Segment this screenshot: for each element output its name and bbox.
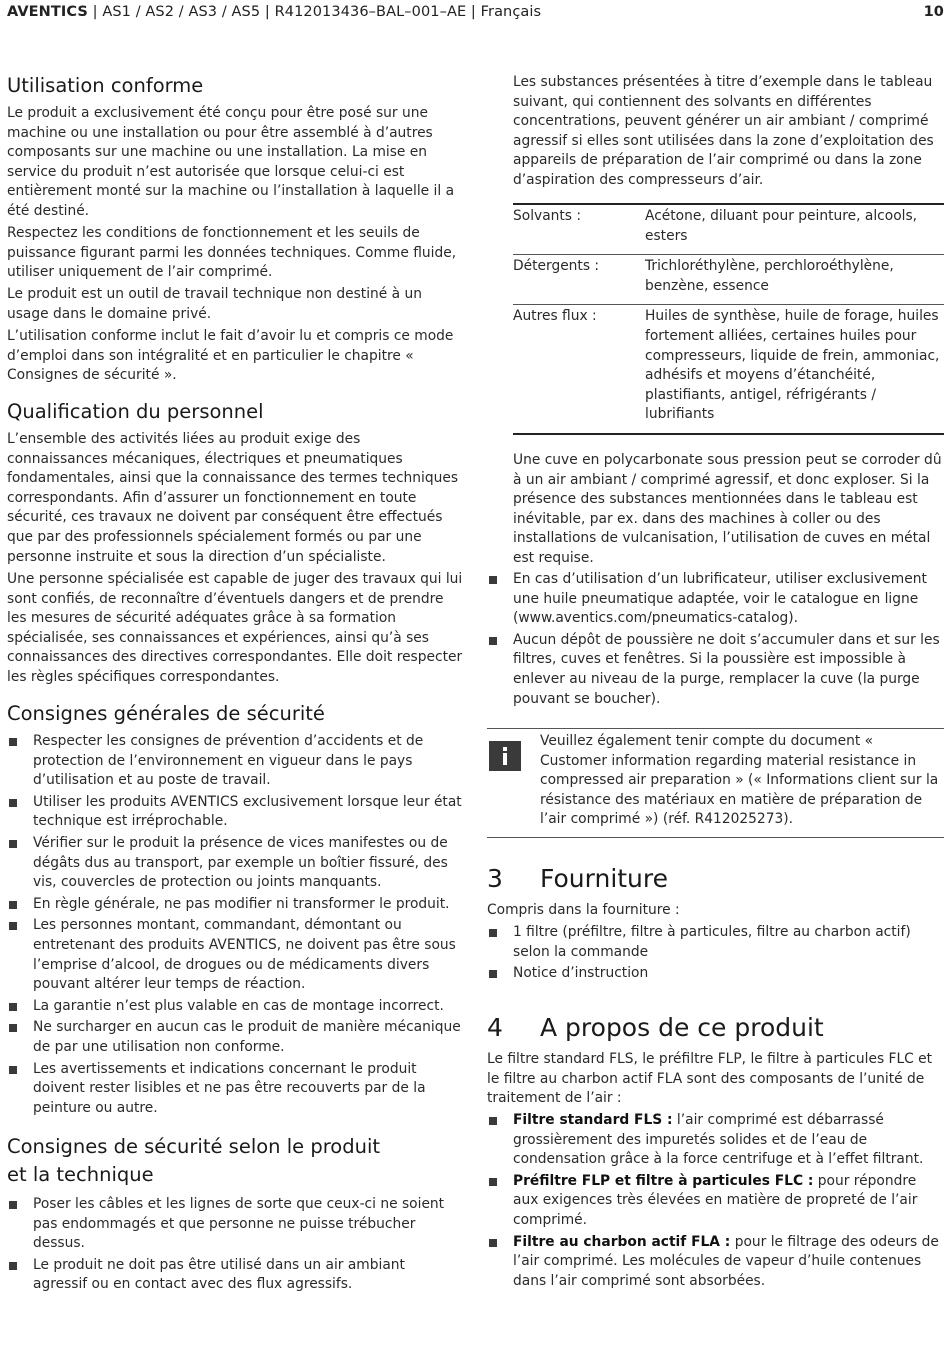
paragraph: Les substances présentées à titre d’exemple dans le tableau suivant, qui contiennent des solvants en différentes concentrations, peuvent générer un air ambiant / comprimé agressif si elles sont utilisées dans la zone d’exploitation des appareils de préparation de l’air comprimé ou dans la zone d’aspiration des compresseurs d’air. [513, 74, 934, 188]
list-item: En règle générale, ne pas modifier ni transformer le produit. [7, 895, 463, 915]
list-item: 1 filtre (préfiltre, filtre à particules, filtre au charbon actif) selon la commande [487, 923, 944, 962]
paragraph: Le produit est un outil de travail technique non destiné à un usage dans le domaine privé. [7, 286, 422, 322]
fourniture-list [487, 923, 944, 986]
info-note [487, 728, 944, 838]
section-title-produit [487, 1013, 944, 1043]
brand-name: AVENTICS [7, 4, 88, 20]
list-item: Utiliser les produits AVENTICS exclusivement lorsque leur état technique est irréprochable. [7, 793, 463, 832]
section-title: A propos de ce produit [540, 1013, 824, 1042]
list-item [487, 1172, 944, 1231]
table-row [513, 305, 944, 434]
list-item: Ne surcharger en aucun cas le produit de manière mécanique de par une utilisation non conforme. [7, 1018, 463, 1057]
produit-list [487, 1111, 944, 1293]
list-item: Respecter les consignes de prévention d’accidents et de protection de l’environnement en vigueur dans le pays d’utilisation et au poste de travail. [7, 732, 463, 791]
item-term: Filtre au charbon actif FLA : [513, 1233, 731, 1250]
paragraph: L’utilisation conforme inclut le fait d’avoir lu et compris ce mode d’emploi dans son intégralité et en particulier le chapitre « Consignes de sécurité ». [7, 328, 454, 384]
heading-consignes-generales: Consignes générales de sécurité [7, 702, 325, 725]
list-item [487, 1233, 944, 1292]
list-item: Les avertissements et indications concernant le produit doivent rester lisibles et ne pas être recouverts par de la peinture ou autre. [7, 1060, 463, 1119]
heading-line: Consignes de sécurité selon le produit [7, 1135, 381, 1158]
paragraph: Une personne spécialisée est capable de juger des travaux qui lui sont confiés, de reconnaître d’éventuels dangers et de prendre les mesures de sécurité adéquates grâce à sa formation spécialisée, ses connaissances et expériences, ainsi qu’à ses connaissances des directives correspondantes. Elle doit respecter les règles spécifiques correspondantes. [7, 571, 463, 685]
page-header [7, 4, 944, 26]
item-description: l’air comprimé est débarrassé grossièrement des impuretés solides et de l’eau de condensation grâce à la force centrifuge et à l’effet filtrant. [513, 1112, 924, 1168]
list-item [487, 1111, 944, 1170]
item-term: Filtre standard FLS : [513, 1112, 673, 1128]
paragraph: Compris dans la fourniture : [487, 902, 680, 918]
list-item: La garantie n’est plus valable en cas de montage incorrect. [7, 997, 463, 1017]
info-icon [489, 741, 521, 771]
paragraph: Le produit a exclusivement été conçu pour être posé sur une machine ou une installation ou pour être assemblé à d’autres composants sur une machine ou une installation. La mise en service du produit n’est autorisée que lorsque celui-ci est entièrement monté sur la machine ou l’installation à laquelle il a été destiné. [7, 105, 455, 219]
table-row [513, 204, 944, 255]
table-row [513, 255, 944, 305]
section-number: 4 [487, 1013, 503, 1042]
heading-qualification: Qualification du personnel [7, 400, 264, 423]
list-item: Vérifier sur le produit la présence de vices manifestes ou de dégâts dus au transport, par exemple un boîtier fissuré, des vis, couvercles de protection ou joints manquants. [7, 834, 463, 893]
table-key: Détergents : [513, 258, 600, 275]
table-key: Autres flux : [513, 308, 597, 325]
table-value: Huiles de synthèse, huile de forage, huiles fortement alliées, certaines huiles pour compresseurs, liquide de frein, ammoniac, adhésifs et moyens d’étanchéité, plastifiants, antigel, réfrigérants / lubrifiants [645, 308, 940, 423]
technique-safety-list [7, 1195, 463, 1297]
heading-line: et la technique [7, 1163, 154, 1186]
list-item: Aucun dépôt de poussière ne doit s’accumuler dans et sur les filtres, cuves et fenêtres. Si la poussière est impossible à enlever au niveau de la purge, remplacer la cuve (la purge pouvant se boucher). [487, 631, 944, 709]
paragraph: L’ensemble des activités liées au produit exige des connaissances mécaniques, électriques et pneumatiques fondamentales, ainsi que la connaissance des termes techniques correspondants. Afin d’assurer un fonctionnement en toute sécurité, ces travaux ne doivent par conséquent être effectués que par des professionnels spécialement formés ou par une personne instruite et sous la direction d’un spécialiste. [7, 431, 459, 565]
item-description: pour répondre aux exigences très élevées en matière de propreté de l’air comprimé. [513, 1172, 918, 1228]
section-number: 3 [487, 864, 503, 893]
heading-consignes-technique [7, 1133, 463, 1189]
info-text: Veuillez également tenir compte du document « Customer information regarding material resistance in compressed air preparation » (« Informations client sur la résistance des matériaux en matière de préparation de l’air comprimé ») (réf. R412025273). [540, 733, 939, 828]
paragraph: Respectez les conditions de fonctionnement et les seuils de puissance figurant parmi les données techniques. Comme fluide, utiliser uniquement de l’air comprimé. [7, 225, 457, 281]
list-item: Les personnes montant, commandant, démontant ou entretenant des produits AVENTICS, ne doivent pas être sous l’emprise d’alcool, de drogues ou de médicaments divers pouvant altérer leur temps de réaction. [7, 916, 463, 994]
heading-utilisation: Utilisation conforme [7, 74, 204, 97]
list-item: Le produit ne doit pas être utilisé dans un air ambiant agressif ou en contact avec des flux agressifs. [7, 1256, 463, 1295]
table-value: Trichloréthylène, perchloroéthylène, benzène, essence [645, 258, 894, 294]
substances-table [513, 203, 944, 435]
list-item: Notice d’instruction [487, 964, 944, 984]
list-item: En cas d’utilisation d’un lubrificateur, utiliser exclusivement une huile pneumatique adaptée, voir le catalogue en ligne (www.aventics.com/pneumatics-catalog). [487, 570, 944, 629]
document-reference: | AS1 / AS2 / AS3 / AS5 | R412013436–BAL–001–AE | Français [87, 4, 542, 20]
item-description: pour le filtrage des odeurs de l’air comprimé. Les molécules de vapeur d’huile contenues dans l’air comprimé sont absorbées. [513, 1233, 939, 1289]
table-key: Solvants : [513, 208, 582, 224]
general-safety-list [7, 732, 463, 1120]
section-title: Fourniture [540, 864, 669, 893]
right-bullet-list [487, 570, 944, 711]
page-number: 10 [923, 4, 944, 20]
section-title-fourniture [487, 864, 944, 894]
list-item: Poser les câbles et les lignes de sorte que ceux-ci ne soient pas endommagés et que personne ne puisse trébucher dessus. [7, 1195, 463, 1254]
table-value: Acétone, diluant pour peinture, alcools, esters [645, 208, 918, 244]
item-term: Préfiltre FLP et filtre à particules FLC : [513, 1172, 814, 1189]
paragraph: Le filtre standard FLS, le préfiltre FLP, le filtre à particules FLC et le filtre au charbon actif FLA sont des composants de l’unité de traitement de l’air : [487, 1051, 933, 1107]
paragraph: Une cuve en polycarbonate sous pression peut se corroder dû à un air ambiant / comprimé agressif, et donc exploser. Si la présence des substances mentionnées dans le tableau est inévitable, par ex. dans des machines à coller ou des installations de vulcanisation, l’utilisation de cuves en métal est requise. [513, 452, 942, 566]
